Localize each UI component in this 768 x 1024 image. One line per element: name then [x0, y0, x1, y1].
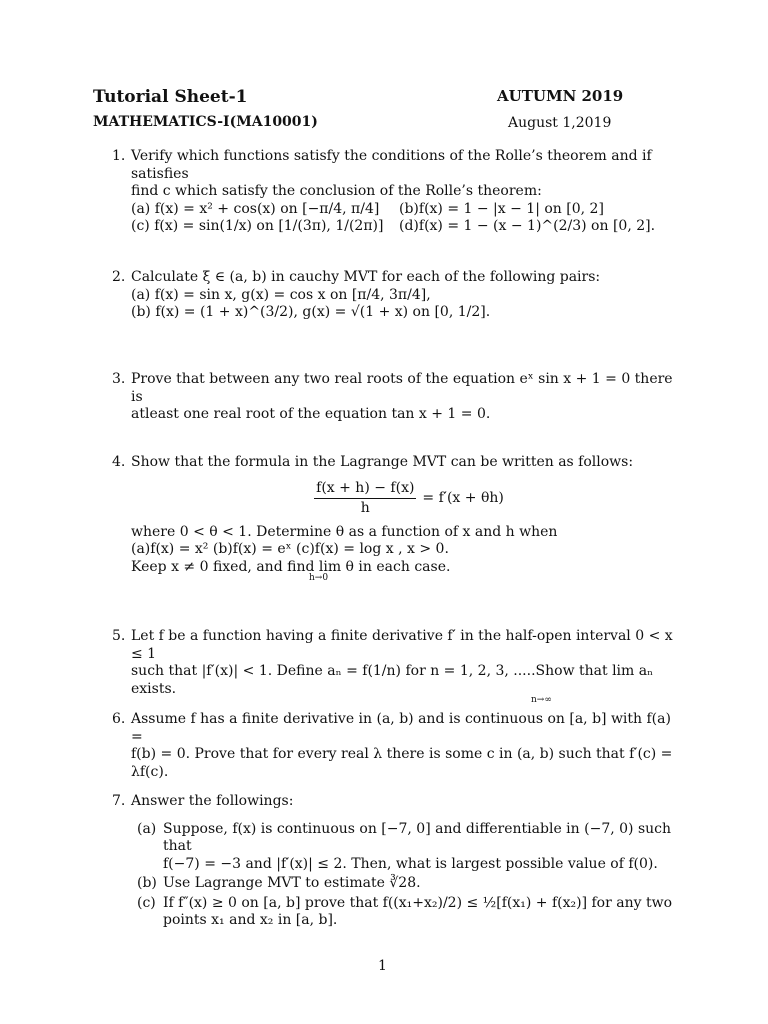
sub-question-b — [137, 875, 693, 893]
limit-subscript: h→0 — [309, 573, 329, 583]
part-a: (a) f(x) = x² + cos(x) on [−π/4, π/4] — [131, 200, 380, 217]
sub-label: (c) — [137, 894, 156, 911]
fraction-numerator: f(x + h) − f(x) — [314, 480, 416, 500]
sub-questions — [137, 821, 693, 930]
question-text: Keep x ≠ 0 fixed, and find lim θ in each case. — [131, 558, 451, 575]
formula-rhs: = f′(x + θh) — [422, 489, 504, 506]
question-number: 5. — [112, 628, 126, 644]
question-number: 7. — [112, 793, 126, 809]
sub-question-a — [137, 821, 693, 874]
question-text: Answer the followings: — [131, 793, 294, 809]
question-text: Assume f has a finite derivative in (a, b) and is continuous on [a, b] with f(a) = — [131, 711, 671, 745]
sub-text: Use Lagrange MVT to estimate ∛28. — [163, 875, 421, 891]
question-text: Verify which functions satisfy the conditions of the Rolle’s theorem and if satisfies — [131, 148, 652, 182]
part-d: (d)f(x) = 1 − (x − 1)^(2/3) on [0, 2]. — [399, 218, 656, 234]
mvt-formula — [131, 480, 687, 518]
part-c: (c) f(x) = sin(1/x) on [1/(3π), 1/(2π)] — [131, 218, 384, 234]
sub-text: Suppose, f(x) is continuous on [−7, 0] and differentiable in (−7, 0) such that — [163, 820, 671, 854]
part-b: (b)f(x) = 1 − |x − 1| on [0, 2] — [399, 200, 604, 217]
sub-text: f(−7) = −3 and |f′(x)| ≤ 2. Then, what is largest possible value of f(0). — [163, 855, 658, 872]
question-parts: (a)f(x) = x² (b)f(x) = eˣ (c)f(x) = log x , x > 0. — [131, 541, 449, 557]
formula-fraction — [314, 480, 416, 518]
part-b: (b) f(x) = (1 + x)^(3/2), g(x) = √(1 + x) on [0, 1/2]. — [131, 304, 491, 320]
page-number: 1 — [378, 958, 387, 974]
date-label: August 1,2019 — [508, 115, 612, 131]
sub-label: (b) — [137, 875, 157, 891]
question-number: 4. — [112, 454, 126, 470]
course-label: MATHEMATICS-I(MA10001) — [93, 114, 318, 130]
question-text: find c which satisfy the conclusion of the Rolle’s theorem: — [131, 183, 542, 199]
question-number: 1. — [112, 148, 126, 164]
question-text: Let f be a function having a finite derivative f′ in the half-open interval 0 < x ≤ 1 — [131, 628, 673, 662]
question-text: Show that the formula in the Lagrange MVT can be written as follows: — [131, 454, 634, 470]
sub-text: If f″(x) ≥ 0 on [a, b] prove that f((x₁+x₂)/2) ≤ ½[f(x₁) + f(x₂)] for any two — [163, 894, 672, 911]
question-text: atleast one real root of the equation tan x + 1 = 0. — [131, 406, 491, 422]
sub-question-c — [137, 895, 693, 930]
sub-label: (a) — [137, 820, 157, 837]
question-text: where 0 < θ < 1. Determine θ as a function of x and h when — [131, 523, 558, 540]
question-text: f(b) = 0. Prove that for every real λ there is some c in (a, b) such that f′(c) = λf(c). — [131, 746, 673, 780]
fraction-denominator: h — [360, 500, 370, 516]
question-text: such that |f′(x)| < 1. Define aₙ = f(1/n) for n = 1, 2, 3, .....Show that lim aₙ exists. — [131, 663, 654, 697]
question-number: 3. — [112, 371, 126, 387]
question-text: Calculate ξ ∈ (a, b) in cauchy MVT for each of the following pairs: — [131, 269, 601, 285]
question-number: 6. — [112, 711, 126, 727]
limit-subscript: n→∞ — [531, 695, 552, 705]
sheet-title: Tutorial Sheet-1 — [93, 87, 248, 107]
question-number: 2. — [112, 269, 126, 285]
sub-text: points x₁ and x₂ in [a, b]. — [163, 912, 338, 928]
term-label: AUTUMN 2019 — [497, 87, 624, 105]
question-text: Prove that between any two real roots of the equation eˣ sin x + 1 = 0 there is — [131, 371, 673, 405]
part-a: (a) f(x) = sin x, g(x) = cos x on [π/4, 3π/4], — [131, 286, 431, 303]
